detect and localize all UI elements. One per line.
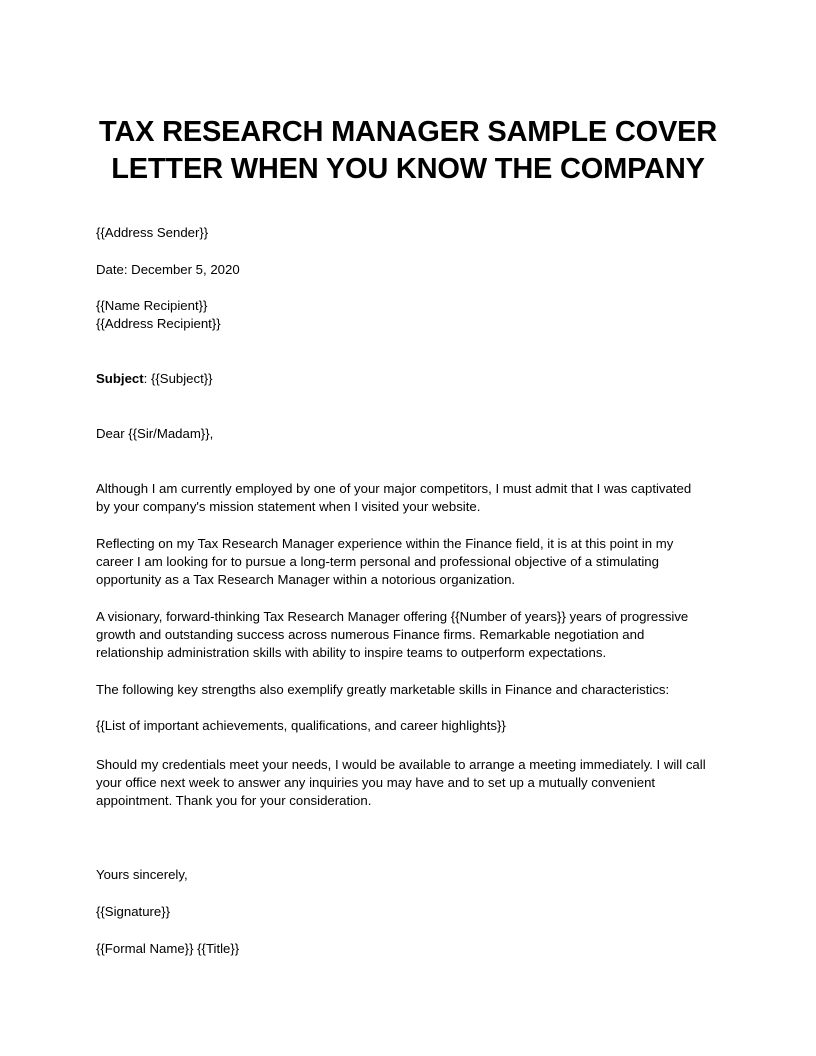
paragraph-6-line: Should my credentials meet your needs, I would be available to arrange a meeting immediately. I will call: [96, 757, 706, 772]
closing: Yours sincerely,: [96, 867, 188, 882]
paragraph-5: {{List of important achievements, qualifications, and career highlights}}: [96, 718, 506, 733]
paragraph-6-line: appointment. Thank you for your consideration.: [96, 793, 372, 809]
subject-label: Subject: [96, 371, 144, 386]
subject-value: : {{Subject}}: [143, 371, 213, 386]
recipient-block: [96, 297, 736, 333]
salutation: Dear {{Sir/Madam}},: [96, 426, 214, 441]
recipient-name: {{Name Recipient}}: [96, 298, 208, 313]
paragraph-6: [96, 756, 736, 811]
paragraph-3: [96, 608, 736, 663]
paragraph-3-line: A visionary, forward-thinking Tax Research Manager offering {{Number of years}} years of progressive: [96, 609, 689, 624]
paragraph-1-line: Although I am currently employed by one of your major competitors, I must admit that I was captivated: [96, 481, 692, 496]
formal-name: {{Formal Name}} {{Title}}: [96, 941, 240, 956]
paragraph-1: [96, 480, 736, 516]
subject-line: [96, 370, 736, 388]
signature: {{Signature}}: [96, 904, 171, 919]
title-line-1: TAX RESEARCH MANAGER SAMPLE COVER: [98, 116, 718, 148]
paragraph-4: The following key strengths also exemplify greatly marketable skills in Finance and characteristics:: [96, 682, 670, 697]
paragraph-3-line: relationship administration skills with ability to inspire teams to outperform expectations.: [96, 645, 607, 661]
paragraph-1-line: by your company's mission statement when I visited your website.: [96, 499, 481, 515]
paragraph-2: [96, 535, 736, 590]
paragraph-2-line: Reflecting on my Tax Research Manager experience within the Finance field, it is at this point in my: [96, 536, 674, 551]
paragraph-2-line: career I am looking for to pursue a long-term personal and professional objective of a stimulating: [96, 554, 659, 570]
recipient-address: {{Address Recipient}}: [96, 316, 221, 332]
paragraph-3-line: growth and outstanding success across numerous Finance firms. Remarkable negotiation and: [96, 627, 645, 643]
paragraph-2-line: opportunity as a Tax Research Manager within a notorious organization.: [96, 572, 516, 588]
address-sender: {{Address Sender}}: [96, 225, 209, 240]
title-line-2: LETTER WHEN YOU KNOW THE COMPANY: [111, 153, 705, 185]
document-title: [60, 114, 756, 188]
paragraph-6-line: your office next week to answer any inquiries you may have and to set up a mutually convenient: [96, 775, 656, 791]
letter-date: Date: December 5, 2020: [96, 262, 240, 277]
